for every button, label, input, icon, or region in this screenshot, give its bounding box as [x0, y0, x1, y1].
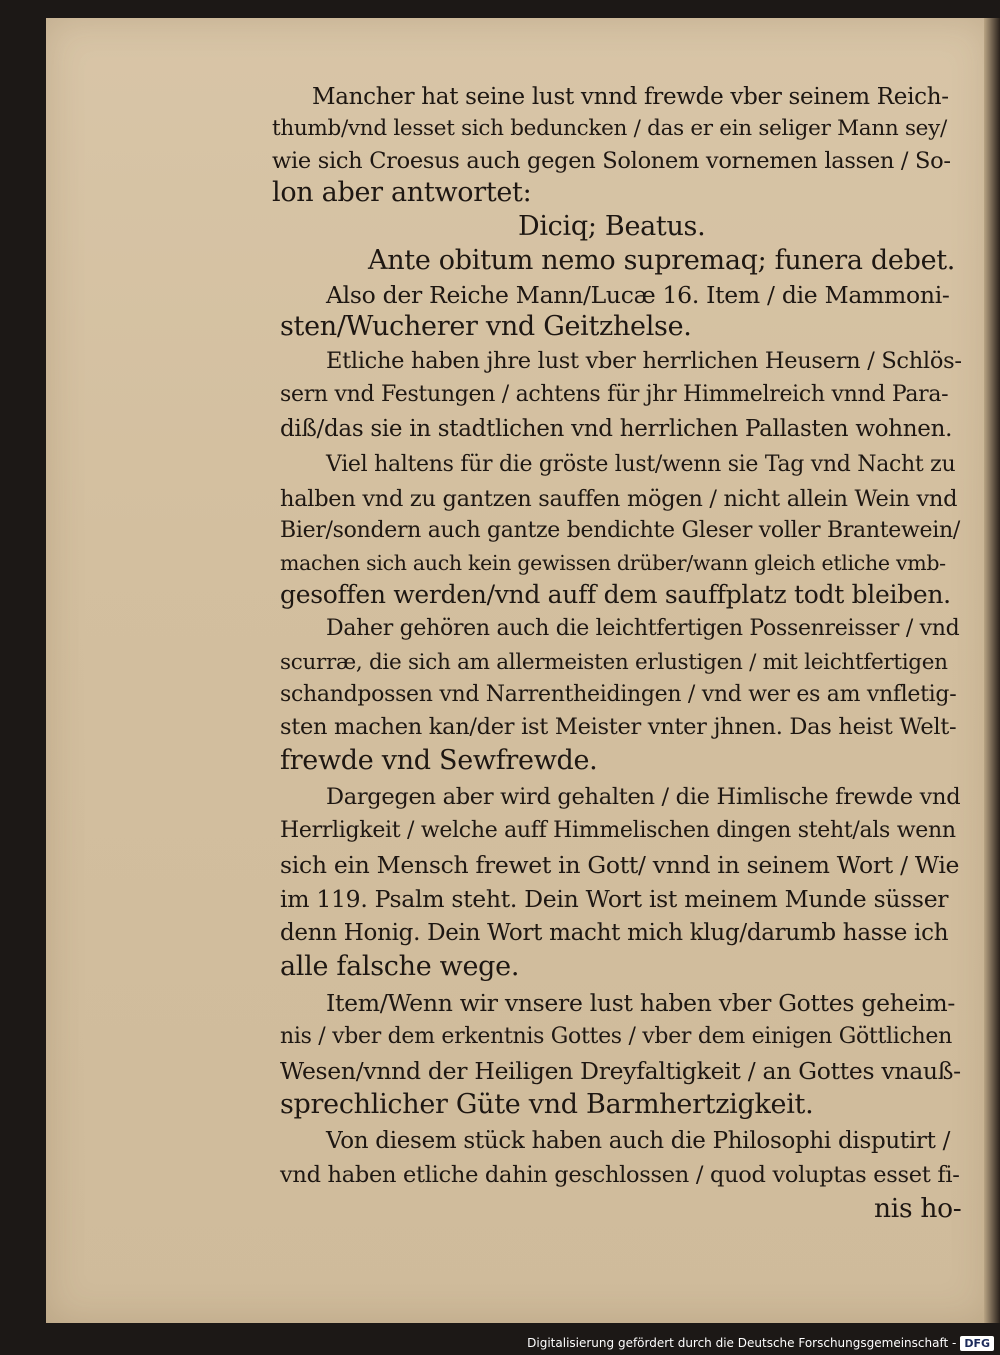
footer-credit: Digitalisierung gefördert durch die Deutsche Forschungsgemeinschaft - — [527, 1336, 957, 1350]
text-line: Herrligkeit / welche auff Himmelischen dingen steht/als wenn — [280, 818, 956, 843]
text-line: Wesen/vnnd der Heiligen Dreyfaltigkeit / an Gottes vnauß- — [280, 1057, 961, 1085]
text-line: halben vnd zu gantzen sauffen mögen / nicht allein Wein vnd — [280, 486, 958, 512]
text-line: gesoffen werden/vnd auff dem sauffplatz todt bleiben. — [280, 580, 951, 609]
text-line: Von diesem stück haben auch die Philosophi disputirt / — [326, 1128, 951, 1154]
text-line: sich ein Mensch frewet in Gott/ vnnd in seinem Wort / Wie — [280, 851, 960, 879]
text-line: Etliche haben jhre lust vber herrlichen Heusern / Schlös- — [326, 348, 962, 374]
text-line: scurræ, die sich am allermeisten erlustigen / mit leichtfertigen — [280, 650, 948, 675]
page-edge — [984, 18, 1000, 1323]
text-line: im 119. Psalm steht. Dein Wort ist meinem Munde süsser — [280, 885, 949, 913]
catchword: nis ho- — [874, 1193, 962, 1224]
text-line: Also der Reiche Mann/Lucæ 16. Item / die Mammoni- — [326, 281, 950, 309]
text-line: Item/Wenn wir vnsere lust haben vber Gottes geheim- — [326, 989, 955, 1017]
digitization-footer — [520, 1331, 1000, 1355]
text-line: alle falsche wege. — [280, 951, 520, 982]
text-line: Viel haltens für die gröste lust/wenn sie Tag vnd Nacht zu — [326, 452, 956, 477]
text-line: sprechlicher Güte vnd Barmhertzigkeit. — [280, 1089, 814, 1120]
text-line: vnd haben etliche dahin geschlossen / quod voluptas esset fi- — [280, 1162, 960, 1188]
text-line: Daher gehören auch die leichtfertigen Possenreisser / vnd — [326, 616, 960, 641]
text-line: sern vnd Festungen / achtens für jhr Himmelreich vnnd Para- — [280, 382, 949, 407]
text-line: sten/Wucherer vnd Geitzhelse. — [280, 311, 692, 342]
dfg-logo: DFG — [960, 1336, 994, 1351]
text-line: thumb/vnd lesset sich beduncken / das er ein seliger Mann sey/ — [272, 116, 947, 141]
text-line: schandpossen vnd Narrentheidingen / vnd wer es am vnfletig- — [280, 682, 957, 707]
text-line: diß/das sie in stadtlichen vnd herrlichen Pallasten wohnen. — [280, 416, 953, 442]
text-line: sten machen kan/der ist Meister vnter jhnen. Das heist Welt- — [280, 714, 957, 740]
text-line: Diciq; Beatus. — [518, 211, 706, 242]
text-line: wie sich Croesus auch gegen Solonem vornemen lassen / So- — [272, 148, 951, 174]
text-line: Mancher hat seine lust vnnd frewde vber seinem Reich- — [312, 84, 949, 110]
text-line: Bier/sondern auch gantze bendichte Gleser voller Brantewein/ — [280, 518, 960, 543]
text-line: machen sich auch kein gewissen drüber/wann gleich etliche vmb- — [280, 551, 946, 575]
text-line: Ante obitum nemo supremaq; funera debet. — [368, 245, 956, 276]
text-line: nis / vber dem erkentnis Gottes / vber dem einigen Göttlichen — [280, 1024, 952, 1049]
text-line: denn Honig. Dein Wort macht mich klug/darumb hasse ich — [280, 920, 949, 946]
text-line: Dargegen aber wird gehalten / die Himlische frewde vnd — [326, 784, 961, 810]
text-line: lon aber antwortet: — [272, 177, 532, 208]
text-line: frewde vnd Sewfrewde. — [280, 745, 598, 776]
